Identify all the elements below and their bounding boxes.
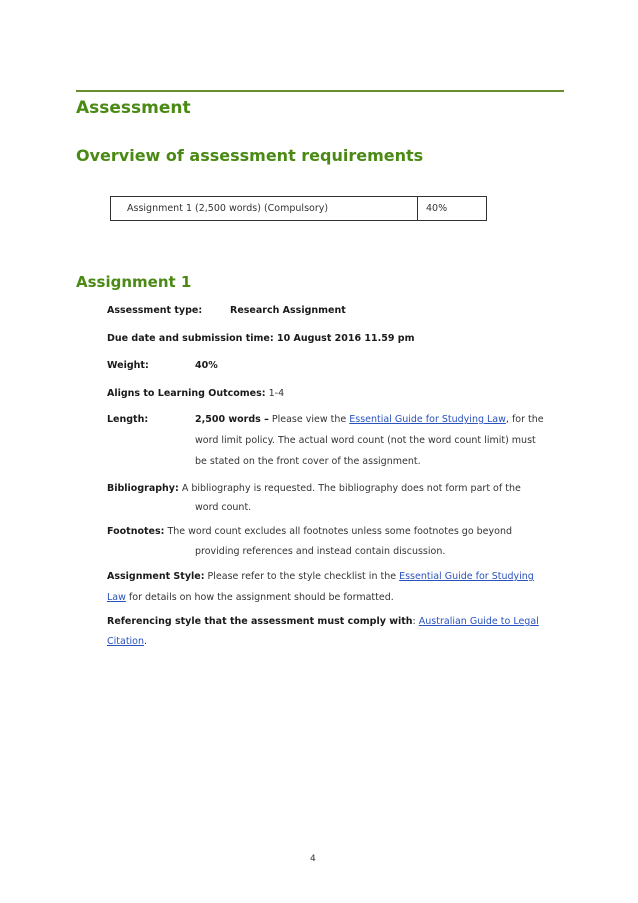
outcomes-label: Aligns to Learning Outcomes: bbox=[107, 388, 266, 399]
referencing-period: . bbox=[144, 636, 148, 647]
length-line-1 bbox=[107, 414, 544, 425]
footnotes-label: Footnotes: bbox=[107, 526, 165, 537]
weight-line bbox=[107, 360, 218, 371]
footnotes-line-2: providing references and instead contain discussion. bbox=[195, 546, 446, 557]
assignment-title: Assignment 1 bbox=[76, 273, 192, 291]
agl-citation-link-1[interactable]: Australian Guide to Legal bbox=[418, 616, 539, 627]
table-row bbox=[111, 197, 487, 221]
outcomes-line bbox=[107, 388, 284, 399]
bibliography-line-2: word count. bbox=[195, 502, 252, 513]
style-guide-link-1[interactable]: Essential Guide for Studying bbox=[399, 571, 534, 582]
style-line-1 bbox=[107, 571, 534, 582]
style-label: Assignment Style: bbox=[107, 571, 205, 582]
assessment-type-line bbox=[107, 305, 346, 316]
length-text-1: Please view the bbox=[271, 414, 347, 425]
referencing-line-1 bbox=[107, 616, 539, 627]
length-value: 2,500 words – bbox=[195, 414, 269, 425]
style-line-2 bbox=[107, 592, 394, 603]
length-label: Length: bbox=[107, 414, 149, 425]
overview-heading: Overview of assessment requirements bbox=[76, 146, 424, 165]
agl-citation-link-2[interactable]: Citation bbox=[107, 636, 145, 647]
bibliography-label: Bibliography: bbox=[107, 483, 179, 494]
style-text-2: for details on how the assignment should be formatted. bbox=[128, 592, 394, 603]
bibliography-text-1: A bibliography is requested. The bibliography does not form part of the bbox=[181, 483, 521, 494]
weight-label: Weight: bbox=[107, 360, 149, 371]
referencing-label: Referencing style that the assessment must comply with bbox=[107, 616, 413, 627]
length-text-2: , for the bbox=[505, 414, 544, 425]
type-label: Assessment type: bbox=[107, 305, 203, 316]
footnotes-line-1 bbox=[107, 526, 512, 537]
referencing-line-2 bbox=[107, 636, 147, 647]
type-value: Research Assignment bbox=[230, 305, 346, 316]
due-date: Due date and submission time: 10 August 2016 11.59 pm bbox=[107, 333, 415, 344]
header-rule bbox=[76, 90, 564, 92]
essential-guide-link[interactable]: Essential Guide for Studying Law bbox=[349, 414, 506, 425]
footnotes-text-1: The word count excludes all footnotes unless some footnotes go beyond bbox=[167, 526, 513, 537]
page-number: 4 bbox=[310, 854, 316, 864]
referencing-colon: : bbox=[412, 616, 416, 627]
outcomes-value: 1-4 bbox=[268, 388, 285, 399]
weight-value: 40% bbox=[195, 360, 218, 371]
requirement-item: Assignment 1 (2,500 words) (Compulsory) bbox=[111, 197, 418, 221]
requirements-table bbox=[110, 196, 487, 221]
length-line-3: be stated on the front cover of the assignment. bbox=[195, 456, 421, 467]
style-text-1: Please refer to the style checklist in the bbox=[207, 571, 397, 582]
page-title: Assessment bbox=[76, 98, 191, 118]
due-date-line bbox=[107, 333, 414, 344]
bibliography-line-1 bbox=[107, 483, 521, 494]
style-guide-link-2[interactable]: Law bbox=[107, 592, 126, 603]
requirement-weight: 40% bbox=[418, 197, 487, 221]
length-line-2: word limit policy. The actual word count (not the word count limit) must bbox=[195, 435, 536, 446]
